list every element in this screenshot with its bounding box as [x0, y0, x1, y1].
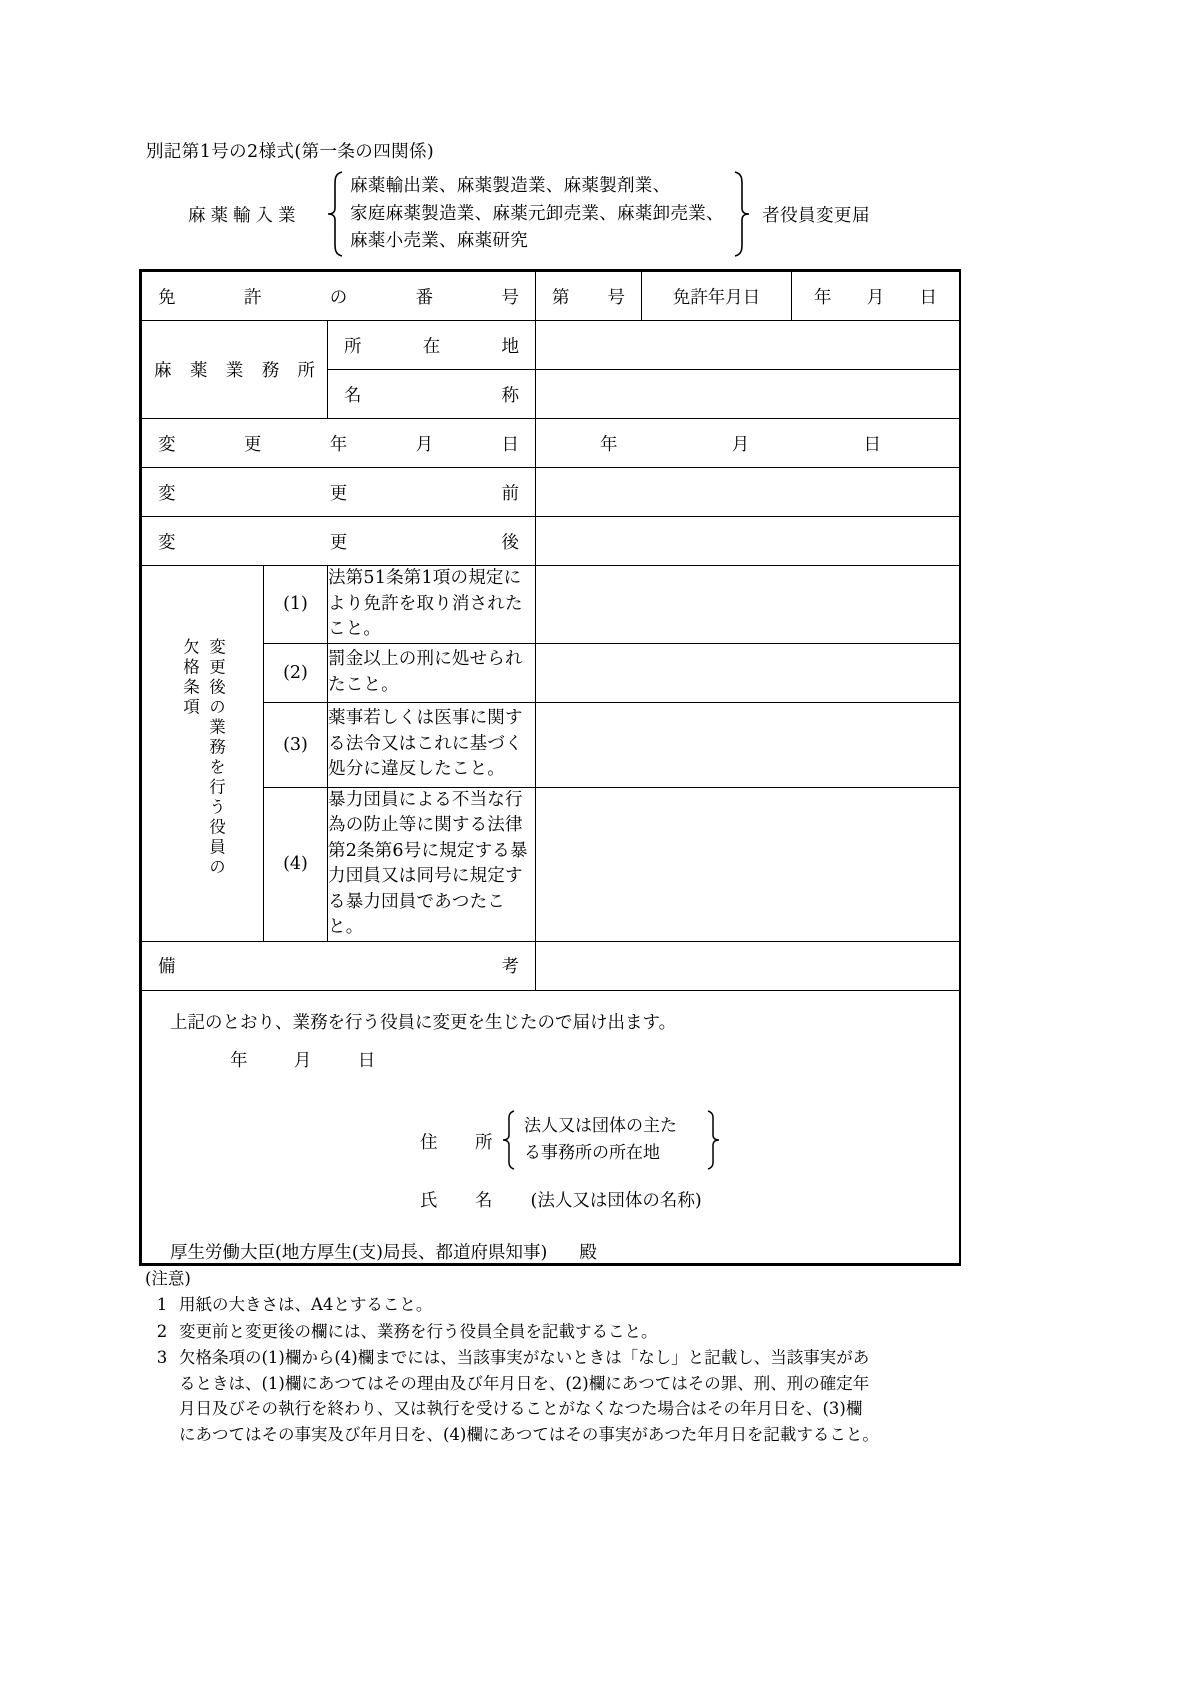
office-label — [142, 357, 327, 382]
office-label-char-5: 所 — [297, 361, 315, 381]
license-date-label: 免許年月日 — [642, 272, 792, 321]
title-brace-line-3: 麻薬小売業、麻薬研究 — [350, 231, 528, 251]
note-item — [145, 1292, 975, 1318]
clause-2-number: (2) — [264, 643, 328, 702]
office-address-char-3: 地 — [501, 336, 519, 357]
note-item — [145, 1345, 975, 1447]
remarks-value[interactable] — [536, 941, 960, 990]
officers-vertical-label-right: 変更後の業務を行う役員の — [206, 637, 226, 878]
note-1-line-1: 用紙の大きさは、A4とすること。 — [179, 1295, 433, 1314]
row-clause-3 — [142, 702, 960, 787]
row-office-address — [142, 321, 960, 370]
row-before-change — [142, 468, 960, 517]
note-item — [145, 1319, 975, 1345]
after-label-char-3: 後 — [501, 532, 519, 553]
before-label-char-3: 前 — [501, 483, 519, 504]
title-lead: 麻薬輸入業 — [188, 206, 301, 226]
office-address-char-1: 所 — [344, 336, 362, 357]
brace-right-icon — [733, 170, 751, 258]
row-after-change — [142, 517, 960, 566]
office-name-label — [328, 370, 536, 419]
license-date-field[interactable] — [792, 272, 960, 321]
license-date-day: 日 — [919, 287, 937, 308]
declaration-date-month: 月 — [293, 1050, 312, 1071]
title-brace-lines — [350, 173, 730, 256]
declaration-name-note: (法人又は団体の名称) — [530, 1190, 702, 1211]
clause-2-text: 罰金以上の刑に処せられたこと。 — [328, 643, 536, 702]
before-change-value[interactable] — [536, 468, 960, 517]
office-name-value[interactable] — [536, 370, 960, 419]
change-date-label-char-3: 年 — [329, 434, 348, 455]
license-label-char-4: 番 — [415, 287, 434, 308]
declaration-statement: 上記のとおり、業務を行う役員に変更を生じたので届け出ます。 — [170, 1012, 677, 1033]
change-date-label-char-4: 月 — [415, 434, 434, 455]
change-date-value[interactable] — [536, 419, 960, 468]
before-label-char-1: 変 — [158, 483, 176, 504]
note-3-text — [179, 1345, 975, 1447]
title-brace-line-2: 家庭麻薬製造業、麻薬元卸売業、麻薬卸売業、 — [350, 203, 724, 224]
declaration-name-label: 氏 名 — [420, 1190, 503, 1211]
row-remarks — [142, 941, 960, 990]
after-change-label — [142, 517, 536, 566]
clause-3-text: 薬事若しくは医事に関する法令又はこれに基づく処分に違反したこと。 — [328, 702, 536, 787]
form-title — [146, 170, 966, 258]
brace-left-icon — [326, 170, 344, 258]
clause-1-text: 法第51条第1項の規定により免許を取り消されたこと。 — [328, 566, 536, 644]
address-brace-line-1: 法人又は団体の主た — [524, 1115, 677, 1136]
office-address-label — [328, 321, 536, 370]
office-label-cell — [142, 321, 328, 419]
license-label-char-3: の — [329, 287, 348, 308]
license-label-cell — [142, 272, 536, 321]
after-label-char-2: 更 — [329, 532, 348, 553]
title-tail: 者役員変更届 — [762, 206, 870, 226]
title-brace-line-1: 麻薬輸出業、麻薬製造業、麻薬製剤業、 — [350, 176, 671, 196]
office-address-char-2: 在 — [422, 336, 441, 357]
note-3-line-2: るときは、(1)欄にあつてはその理由及び年月日を、(2)欄にあつてはその罪、刑、刑の確定年 — [179, 1373, 870, 1393]
office-address-value[interactable] — [536, 321, 960, 370]
row-clause-4 — [142, 787, 960, 941]
change-date-month: 月 — [731, 434, 750, 455]
note-2-number: 2 — [156, 1321, 168, 1341]
form-code: 別記第1号の2様式(第一条の四関係) — [146, 142, 435, 162]
office-label-char-4: 務 — [261, 361, 280, 381]
note-2-line-1: 変更前と変更後の欄には、業務を行う役員全員を記載すること。 — [179, 1321, 658, 1341]
license-label-char-1: 免 — [158, 287, 176, 308]
declaration-block — [142, 991, 959, 1263]
before-change-label — [142, 468, 536, 517]
declaration-name-row — [420, 1187, 702, 1212]
address-brace-right-icon — [706, 1109, 720, 1171]
clause-4-text: 暴力団員による不当な行為の防止等に関する法律第2条第6号に規定する暴力団員又は同号に規定する暴力団員であつたこと。 — [328, 787, 536, 941]
clause-4-number: (4) — [264, 787, 328, 941]
declaration-address-row — [420, 1109, 840, 1171]
clause-3-value[interactable] — [536, 702, 960, 787]
clause-2-value[interactable] — [536, 643, 960, 702]
remarks-label — [142, 941, 536, 990]
row-clause-2 — [142, 643, 960, 702]
clause-1-number: (1) — [264, 566, 328, 644]
license-number-field[interactable] — [536, 272, 642, 321]
note-3-line-4: にあつてはその事実及び年月日を、(4)欄にあつてはその事実があつた年月日を記載すること。 — [179, 1424, 879, 1444]
row-change-date — [142, 419, 960, 468]
license-label-char-2: 許 — [243, 287, 262, 308]
address-brace-line-2: る事務所の所在地 — [524, 1142, 660, 1163]
after-label-char-1: 変 — [158, 532, 176, 553]
remarks-label-char-1: 備 — [158, 957, 176, 977]
office-label-char-1: 麻 — [154, 361, 172, 381]
declaration-addressee-honorific: 殿 — [579, 1242, 597, 1263]
office-label-char-2: 薬 — [189, 361, 208, 381]
license-number-prefix: 第 — [552, 287, 570, 308]
declaration-date[interactable] — [230, 1047, 416, 1072]
change-date-label — [142, 419, 536, 468]
declaration-date-day: 日 — [357, 1050, 376, 1071]
note-1-number: 1 — [156, 1295, 168, 1314]
address-brace-lines — [524, 1113, 704, 1167]
note-1-text — [179, 1292, 975, 1318]
office-name-char-1: 名 — [344, 385, 362, 406]
clause-3-number: (3) — [264, 702, 328, 787]
change-date-day: 日 — [863, 434, 881, 455]
address-brace-left-icon — [502, 1109, 516, 1171]
row-license-number — [142, 272, 960, 321]
office-name-char-2: 称 — [501, 385, 519, 406]
note-2-text — [179, 1319, 975, 1345]
row-clause-1 — [142, 566, 960, 644]
change-date-label-char-5: 日 — [501, 434, 519, 455]
license-date-year: 年 — [814, 287, 832, 308]
clause-4-value[interactable] — [536, 787, 960, 941]
remarks-label-char-2: 考 — [501, 957, 519, 977]
before-label-char-2: 更 — [329, 483, 348, 504]
license-number-suffix: 号 — [607, 287, 625, 308]
change-date-label-char-1: 変 — [158, 434, 176, 455]
officers-vertical-label-left: 欠格条項 — [180, 637, 200, 718]
license-date-month: 月 — [866, 287, 885, 308]
license-label-char-5: 号 — [501, 287, 519, 308]
address-brace-group — [502, 1109, 720, 1171]
license-label — [142, 284, 535, 309]
notes-section — [145, 1265, 975, 1448]
main-form-table — [139, 269, 961, 1266]
declaration-addressee: 厚生労働大臣(地方厚生(支)局長、都道府県知事) — [170, 1242, 548, 1263]
note-3-line-3: 月日及びその執行を終わり、又は執行を受けることがなくなつた場合はその年月日を、(3)欄 — [179, 1399, 863, 1418]
change-date-year: 年 — [600, 434, 618, 455]
after-change-value[interactable] — [536, 517, 960, 566]
declaration-address-label: 住 所 — [420, 1132, 503, 1153]
clause-1-value[interactable] — [536, 566, 960, 644]
declaration-date-year: 年 — [230, 1050, 248, 1071]
row-declaration — [142, 990, 960, 1263]
office-label-char-3: 業 — [225, 361, 244, 381]
note-3-line-1: 欠格条項の(1)欄から(4)欄までには、当該事実がないときは「なし」と記載し、当該事実があ — [179, 1348, 870, 1367]
title-brace-group — [326, 170, 751, 258]
note-3-number: 3 — [156, 1348, 168, 1367]
notes-title: (注意) — [145, 1269, 191, 1288]
declaration-cell — [142, 990, 960, 1263]
declaration-addressee-row — [170, 1239, 597, 1264]
officers-vertical-label — [142, 566, 264, 942]
change-date-label-char-2: 更 — [243, 434, 262, 455]
